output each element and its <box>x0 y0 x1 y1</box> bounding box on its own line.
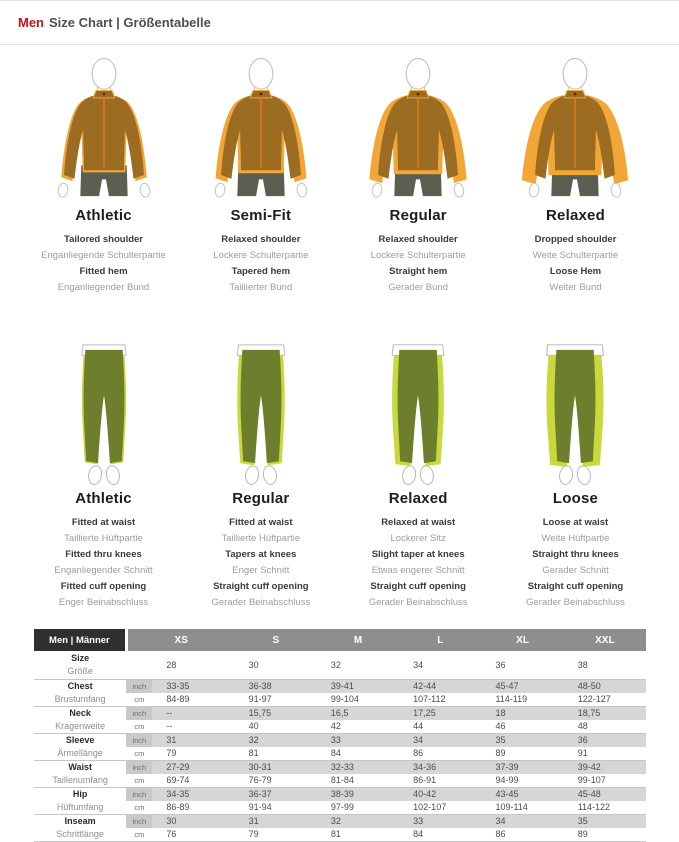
table-cell: 32 <box>317 814 399 828</box>
table-row-hip-cm <box>34 801 646 815</box>
fit-description-en: Fitted cuff opening <box>60 581 147 592</box>
table-cell: 114-122 <box>564 801 646 815</box>
table-cell: 89 <box>481 747 563 761</box>
fit-description-de: Etwas engerer Schnitt <box>371 565 465 576</box>
fit-name: Regular <box>389 207 447 224</box>
table-cell: 18 <box>481 706 563 720</box>
table-cell: 84-89 <box>152 693 234 707</box>
pants-figure <box>187 338 335 486</box>
table-cell: 91 <box>564 747 646 761</box>
table-cell: 45-47 <box>481 679 563 693</box>
fit-name: Loose <box>552 490 599 507</box>
fit-description-en: Straight cuff opening <box>370 581 466 592</box>
fit-column-loose <box>498 338 653 611</box>
table-cell: 86-91 <box>399 774 481 788</box>
table-cell: 34-36 <box>399 760 481 774</box>
table-cell: 69-74 <box>152 774 234 788</box>
row-label <box>34 693 126 707</box>
table-cell: 42-44 <box>399 679 481 693</box>
table-cell: 91-94 <box>235 801 317 815</box>
table-cell: 81-84 <box>317 774 399 788</box>
table-row-chest-cm <box>34 693 646 707</box>
fit-description-en: Dropped shoulder <box>534 234 617 245</box>
table-cell: 16,5 <box>317 706 399 720</box>
row-label-de: Schrittlänge <box>56 828 104 839</box>
fit-description-de: Enganliegender Schnitt <box>54 565 153 576</box>
column-header-xxl: XXL <box>564 629 646 651</box>
fit-name: Relaxed <box>546 207 605 224</box>
table-cell: 40 <box>235 720 317 734</box>
table-row-waist-inch <box>34 760 646 774</box>
fit-description-de: Enger Beinabschluss <box>58 597 149 608</box>
pants-body-shape <box>398 350 439 463</box>
fit-description-en: Tailored shoulder <box>63 234 143 245</box>
table-cell: 91-97 <box>235 693 317 707</box>
unit-cell-cm: cm <box>126 747 152 761</box>
unit-cell-inch: inch <box>126 733 152 747</box>
table-cell: 31 <box>235 814 317 828</box>
fit-description-de: Enger Schnitt <box>232 565 290 576</box>
table-row-inseam-cm <box>34 828 646 842</box>
page-header <box>0 1 679 45</box>
fit-description-en: Fitted at waist <box>229 517 293 528</box>
unit-cell-inch: inch <box>126 706 152 720</box>
row-label <box>34 733 126 747</box>
row-label-en: Chest <box>67 680 93 691</box>
fit-description-de: Weiter Bund <box>549 282 602 293</box>
column-header-l: L <box>399 629 481 651</box>
table-row-sleeve-cm <box>34 747 646 761</box>
pants-figure <box>30 338 178 486</box>
table-cell: 33 <box>317 733 399 747</box>
table-row-size <box>34 651 646 679</box>
unit-cell-inch: inch <box>126 760 152 774</box>
fit-description-de: Gerader Beinabschluss <box>368 597 468 608</box>
body-head-icon <box>249 58 273 94</box>
row-label <box>34 828 126 842</box>
table-cell: 32 <box>235 733 317 747</box>
page-title: Size Chart | Größentabelle <box>49 15 211 30</box>
table-cell: 48-50 <box>564 679 646 693</box>
table-cell: 35 <box>564 814 646 828</box>
fit-column-regular <box>183 338 338 611</box>
fit-description-en: Slight taper at knees <box>371 549 465 560</box>
fit-description-de: Taillierte Hüftpartie <box>64 533 143 544</box>
table-cell: 45-48 <box>564 787 646 801</box>
body-head-icon <box>564 58 588 94</box>
column-header-xs: XS <box>126 629 234 651</box>
row-label <box>34 774 126 788</box>
table-corner-header: Men | Männer <box>34 629 126 651</box>
table-cell: 38 <box>564 651 646 679</box>
jacket-figure <box>344 55 492 203</box>
table-cell: 17,25 <box>399 706 481 720</box>
table-cell: 35 <box>481 733 563 747</box>
fit-description-de: Enganliegender Bund <box>57 282 150 293</box>
table-cell: 89 <box>564 828 646 842</box>
jacket-figure <box>501 55 649 203</box>
table-row-hip-inch <box>34 787 646 801</box>
fit-description-de: Taillierter Bund <box>229 282 293 293</box>
fit-description-en: Relaxed at waist <box>381 517 456 528</box>
body-hands-icon <box>372 183 465 198</box>
unit-cell-inch: inch <box>126 787 152 801</box>
row-label-de: Kragenweite <box>55 720 106 731</box>
row-label-de: Brustumfang <box>54 693 106 704</box>
table-cell: -- <box>152 706 234 720</box>
table-cell: 34 <box>399 733 481 747</box>
column-header-m: M <box>317 629 399 651</box>
table-cell: 81 <box>235 747 317 761</box>
table-cell: 48 <box>564 720 646 734</box>
table-cell: 86 <box>399 747 481 761</box>
unit-cell-cm: cm <box>126 774 152 788</box>
row-label <box>34 801 126 815</box>
fit-column-relaxed <box>341 338 496 611</box>
table-cell: 40-42 <box>399 787 481 801</box>
unit-cell-inch: inch <box>126 679 152 693</box>
fit-description-en: Straight hem <box>389 266 448 277</box>
jacket-figure <box>30 55 178 203</box>
table-cell: 30 <box>152 814 234 828</box>
table-header-row <box>34 629 646 651</box>
unit-cell-cm: cm <box>126 720 152 734</box>
unit-cell-cm: cm <box>126 801 152 815</box>
row-label-de: Größe <box>67 665 93 676</box>
table-cell: 81 <box>317 828 399 842</box>
size-table <box>34 629 646 842</box>
fit-description-de: Gerader Beinabschluss <box>526 597 625 608</box>
table-cell: 39-41 <box>317 679 399 693</box>
table-row-neck-inch <box>34 706 646 720</box>
table-cell: 97-99 <box>317 801 399 815</box>
fit-description-en: Tapers at knees <box>225 549 297 560</box>
table-cell: 39-42 <box>564 760 646 774</box>
table-cell: 27-29 <box>152 760 234 774</box>
fit-name: Athletic <box>75 207 132 224</box>
fit-name: Semi-Fit <box>230 207 292 224</box>
row-label <box>34 679 126 693</box>
row-label-en: Size <box>71 652 90 663</box>
table-cell: 84 <box>399 828 481 842</box>
table-cell: 122-127 <box>564 693 646 707</box>
fit-description-en: Loose Hem <box>549 266 602 277</box>
unit-cell-cm: cm <box>126 828 152 842</box>
fit-description-en: Fitted hem <box>79 266 128 277</box>
body-hands-icon <box>529 183 622 198</box>
row-label <box>34 720 126 734</box>
row-label-de: Taillenumfang <box>52 774 108 785</box>
table-cell: 31 <box>152 733 234 747</box>
table-cell: 36-38 <box>235 679 317 693</box>
row-label-en: Hip <box>72 788 88 799</box>
table-cell: 99-107 <box>564 774 646 788</box>
table-cell: 99-104 <box>317 693 399 707</box>
pants-body-shape <box>240 350 281 463</box>
table-cell: 109-114 <box>481 801 563 815</box>
fit-description-en: Relaxed shoulder <box>221 234 301 245</box>
table-cell: 36 <box>564 733 646 747</box>
table-row-chest-inch <box>34 679 646 693</box>
row-label <box>34 651 126 679</box>
pants-body-shape <box>83 350 124 463</box>
body-feet-icon <box>87 465 121 486</box>
fit-column-regular <box>341 55 496 296</box>
fit-description-en: Loose at waist <box>542 517 609 528</box>
body-feet-icon <box>244 465 278 486</box>
section-label-men: Men <box>18 15 44 30</box>
fit-description-en: Straight thru knees <box>532 549 619 560</box>
table-cell: 94-99 <box>481 774 563 788</box>
table-cell: 102-107 <box>399 801 481 815</box>
fit-description-en: Fitted at waist <box>71 517 136 528</box>
fit-name: Regular <box>232 490 290 507</box>
table-cell: 44 <box>399 720 481 734</box>
fit-description-en: Straight cuff opening <box>213 581 309 592</box>
fit-description-en: Straight cuff opening <box>527 581 624 592</box>
table-cell: 18,75 <box>564 706 646 720</box>
table-row-inseam-inch <box>34 814 646 828</box>
body-feet-icon <box>401 465 435 486</box>
table-cell: 32-33 <box>317 760 399 774</box>
fit-description-de: Gerader Schnitt <box>542 565 609 576</box>
row-label-de: Hüftumfang <box>56 801 104 812</box>
fit-description-de: Lockere Schulterpartie <box>370 250 466 261</box>
fit-description-de: Gerader Bund <box>388 282 448 293</box>
table-cell: 34 <box>481 814 563 828</box>
table-row-sleeve-inch <box>34 733 646 747</box>
table-cell: 42 <box>317 720 399 734</box>
fit-description-de: Weite Schulterpartie <box>532 250 619 261</box>
body-hands-icon <box>57 183 150 198</box>
unit-cell-cm: cm <box>126 693 152 707</box>
unit-cell <box>126 651 152 679</box>
row-label <box>34 814 126 828</box>
table-cell: 36-37 <box>235 787 317 801</box>
fit-description-en: Fitted thru knees <box>65 549 142 560</box>
table-cell: 34 <box>399 651 481 679</box>
fit-description-en: Relaxed shoulder <box>378 234 458 245</box>
row-label <box>34 706 126 720</box>
table-cell: 32 <box>317 651 399 679</box>
body-head-icon <box>406 58 430 94</box>
row-label-en: Waist <box>68 761 92 772</box>
table-cell: 15,75 <box>235 706 317 720</box>
table-cell: 79 <box>152 747 234 761</box>
fit-description-de: Enganliegende Schulterpartie <box>41 250 166 261</box>
table-cell: 36 <box>481 651 563 679</box>
fit-description-de: Lockere Schulterpartie <box>213 250 309 261</box>
unit-cell-inch: inch <box>126 814 152 828</box>
table-cell: 33 <box>399 814 481 828</box>
row-label <box>34 747 126 761</box>
table-cell: 107-112 <box>399 693 481 707</box>
fit-column-relaxed <box>498 55 653 296</box>
fit-column-athletic <box>26 55 181 296</box>
table-cell: 43-45 <box>481 787 563 801</box>
row-label-en: Neck <box>69 707 91 718</box>
row-label-en: Inseam <box>64 815 96 826</box>
table-cell: 76-79 <box>235 774 317 788</box>
table-cell: 33-35 <box>152 679 234 693</box>
fit-description-de: Weite Hüftpartie <box>541 533 610 544</box>
table-cell: 84 <box>317 747 399 761</box>
fit-column-athletic <box>26 338 181 611</box>
pants-fit-section <box>0 338 679 611</box>
fit-description-de: Lockerer Sitz <box>390 533 446 544</box>
fit-column-semi-fit <box>183 55 338 296</box>
body-hands-icon <box>214 183 307 198</box>
row-label-de: Ärmellänge <box>57 747 103 758</box>
table-cell: 38-39 <box>317 787 399 801</box>
body-feet-icon <box>559 465 593 486</box>
table-cell: 46 <box>481 720 563 734</box>
body-head-icon <box>92 58 116 94</box>
row-label <box>34 787 126 801</box>
table-cell: 76 <box>152 828 234 842</box>
table-cell: 79 <box>235 828 317 842</box>
row-label <box>34 760 126 774</box>
fit-name: Athletic <box>75 490 132 507</box>
pants-body-shape <box>555 350 596 463</box>
pants-figure <box>501 338 649 486</box>
table-cell: 28 <box>152 651 234 679</box>
fit-description-de: Taillierte Hüftpartie <box>221 533 301 544</box>
row-label-en: Sleeve <box>65 734 95 745</box>
fit-description-de: Gerader Beinabschluss <box>211 597 311 608</box>
jacket-figure <box>187 55 335 203</box>
table-cell: 86-89 <box>152 801 234 815</box>
table-cell: -- <box>152 720 234 734</box>
table-cell: 114-119 <box>481 693 563 707</box>
fit-name: Relaxed <box>388 490 448 507</box>
fit-description-en: Tapered hem <box>231 266 291 277</box>
column-header-xl: XL <box>481 629 563 651</box>
table-cell: 86 <box>481 828 563 842</box>
table-row-waist-cm <box>34 774 646 788</box>
table-cell: 34-35 <box>152 787 234 801</box>
jacket-fit-section <box>0 55 679 296</box>
table-cell: 30 <box>235 651 317 679</box>
column-header-s: S <box>235 629 317 651</box>
table-cell: 30-31 <box>235 760 317 774</box>
table-row-neck-cm <box>34 720 646 734</box>
table-cell: 37-39 <box>481 760 563 774</box>
pants-figure <box>344 338 492 486</box>
